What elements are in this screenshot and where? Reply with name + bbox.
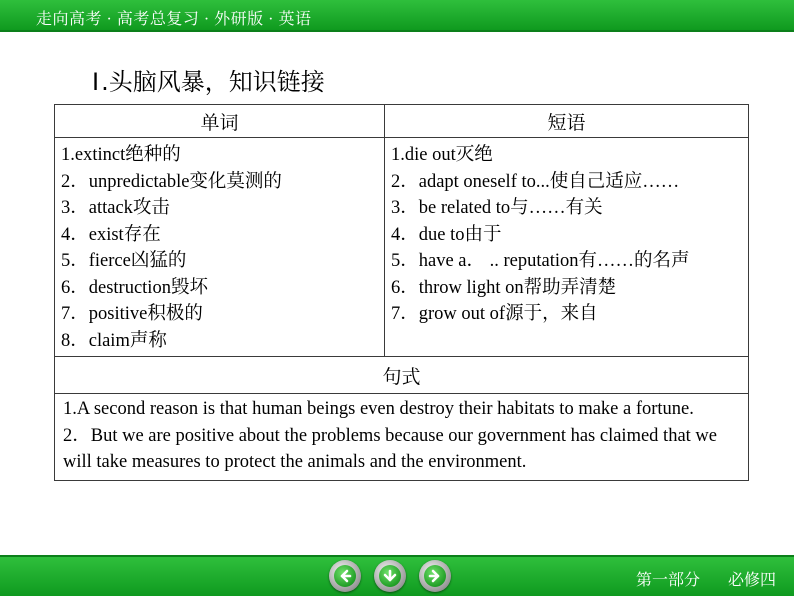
home-button[interactable] (374, 560, 406, 592)
word-item: 2．unpredictable变化莫测的 (61, 171, 282, 192)
phrase-item: 3．be related to与……有关 (391, 198, 603, 218)
prev-button[interactable] (329, 560, 361, 592)
phrase-item: 4．due to由于 (391, 224, 502, 245)
section-label: 第一部分 (636, 572, 701, 589)
patterns-cell (55, 394, 749, 481)
phrase-item: 1.die out灭绝 (391, 145, 493, 165)
phrase-item: 7．grow out of源于，来自 (391, 304, 598, 324)
word-item: 3．attack攻击 (61, 198, 170, 218)
bottom-nav-bar (0, 555, 794, 596)
word-item: 5．fierce凶猛的 (61, 251, 187, 271)
phrase-item: 5．have a． .. reputation有……的名声 (391, 251, 690, 271)
phrases-column-header: 短语 (385, 105, 749, 138)
words-cell (55, 138, 385, 357)
pattern-item: 2．But we are positive about the problems because our government has claimed that we will take measures to protect the animals and the environment. (63, 425, 717, 472)
word-item: 1.extinct绝种的 (61, 145, 181, 165)
arrow-right-icon (424, 565, 446, 587)
top-header-bar (0, 0, 794, 32)
phrase-item: 2．adapt oneself to...使自己适应…… (391, 171, 680, 192)
patterns-list (55, 394, 748, 480)
word-item: 6．destruction毁坏 (61, 277, 208, 298)
word-item: 4．exist存在 (61, 224, 161, 245)
arrow-left-icon (334, 565, 356, 587)
words-list (55, 138, 384, 354)
knowledge-table (54, 104, 749, 481)
word-item: 7．positive积极的 (61, 304, 203, 324)
phrases-cell (385, 138, 749, 357)
course-title: 走向高考 · 高考总复习 · 外研版 · 英语 (36, 11, 312, 28)
pattern-item: 1.A second reason is that human beings even destroy their habitats to make a fortune. (63, 399, 694, 419)
phrase-item: 6．throw light on帮助弄清楚 (391, 277, 617, 298)
words-column-header: 单词 (55, 105, 385, 138)
arrow-down-icon (379, 565, 401, 587)
next-button[interactable] (419, 560, 451, 592)
heading-roman-numeral: Ⅰ (92, 70, 100, 96)
patterns-header: 句式 (55, 357, 749, 394)
module-label: 必修四 (728, 572, 777, 589)
section-heading (92, 62, 325, 97)
heading-text: .头脑风暴，知识链接 (101, 68, 325, 96)
word-item: 8．claim声称 (61, 330, 167, 351)
phrases-list (385, 138, 748, 328)
